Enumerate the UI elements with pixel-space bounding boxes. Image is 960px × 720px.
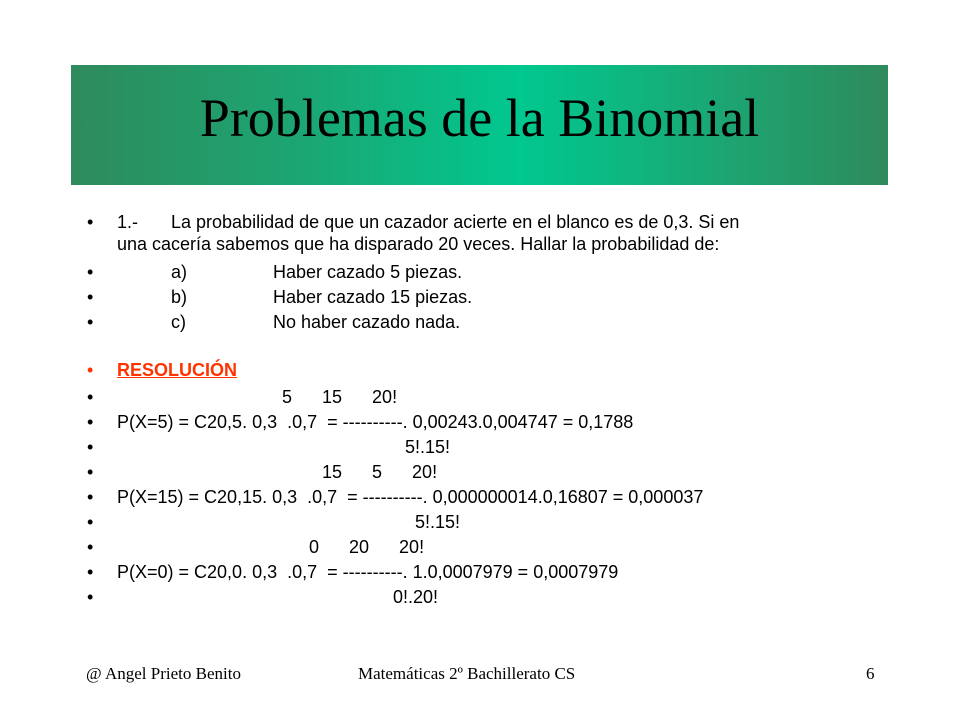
item-letter: a): [171, 262, 188, 282]
bullet-icon: •: [87, 537, 94, 557]
bullet-icon: •: [87, 360, 94, 380]
denominator-line: 5!.15!: [405, 437, 451, 457]
bullet-icon: •: [87, 262, 94, 282]
slide-title: Problemas de la Binomial: [199, 88, 760, 148]
formula-line: P(X=0) = C20,0. 0,3 .0,7 = ----------. 1.0,0007979 = 0,0007979: [117, 562, 619, 582]
denominator-line: 0!.20!: [393, 587, 439, 607]
exponent-line: 0 20 20!: [309, 537, 425, 557]
bullet-icon: •: [87, 412, 94, 432]
footer-author: @ Angel Prieto Benito: [86, 664, 241, 683]
resolution-heading: RESOLUCIÓN: [117, 360, 238, 380]
bullet-icon: •: [87, 212, 94, 232]
bullet-icon: •: [87, 462, 94, 482]
bullet-icon: •: [87, 287, 94, 307]
problem-number: 1.-: [117, 212, 139, 232]
bullet-icon: •: [87, 387, 94, 407]
footer-page-number: 6: [866, 664, 875, 683]
bullet-icon: •: [87, 562, 94, 582]
formula-line: P(X=5) = C20,5. 0,3 .0,7 = ----------. 0,00243.0,004747 = 0,1788: [117, 412, 634, 432]
denominator-line: 5!.15!: [415, 512, 461, 532]
bullet-icon: •: [87, 587, 94, 607]
item-letter: b): [171, 287, 188, 307]
formula-line: P(X=15) = C20,15. 0,3 .0,7 = ----------. 0,000000014.0,16807 = 0,000037: [117, 487, 704, 507]
bullet-icon: •: [87, 312, 94, 332]
bullet-icon: •: [87, 487, 94, 507]
bullet-icon: •: [87, 512, 94, 532]
item-text: Haber cazado 5 piezas.: [273, 262, 463, 282]
bullet-icon: •: [87, 437, 94, 457]
item-text: No haber cazado nada.: [273, 312, 461, 332]
problem-text-line2: una cacería sabemos que ha disparado 20 veces. Hallar la probabilidad de:: [117, 234, 720, 254]
exponent-line: 5 15 20!: [282, 387, 398, 407]
exponent-line: 15 5 20!: [322, 462, 438, 482]
item-letter: c): [171, 312, 186, 332]
problem-text-line1: La probabilidad de que un cazador acierte en el blanco es de 0,3. Si en: [171, 212, 740, 232]
title-banner: [71, 65, 888, 185]
footer-course: Matemáticas 2º Bachillerato CS: [358, 664, 576, 683]
item-text: Haber cazado 15 piezas.: [273, 287, 473, 307]
